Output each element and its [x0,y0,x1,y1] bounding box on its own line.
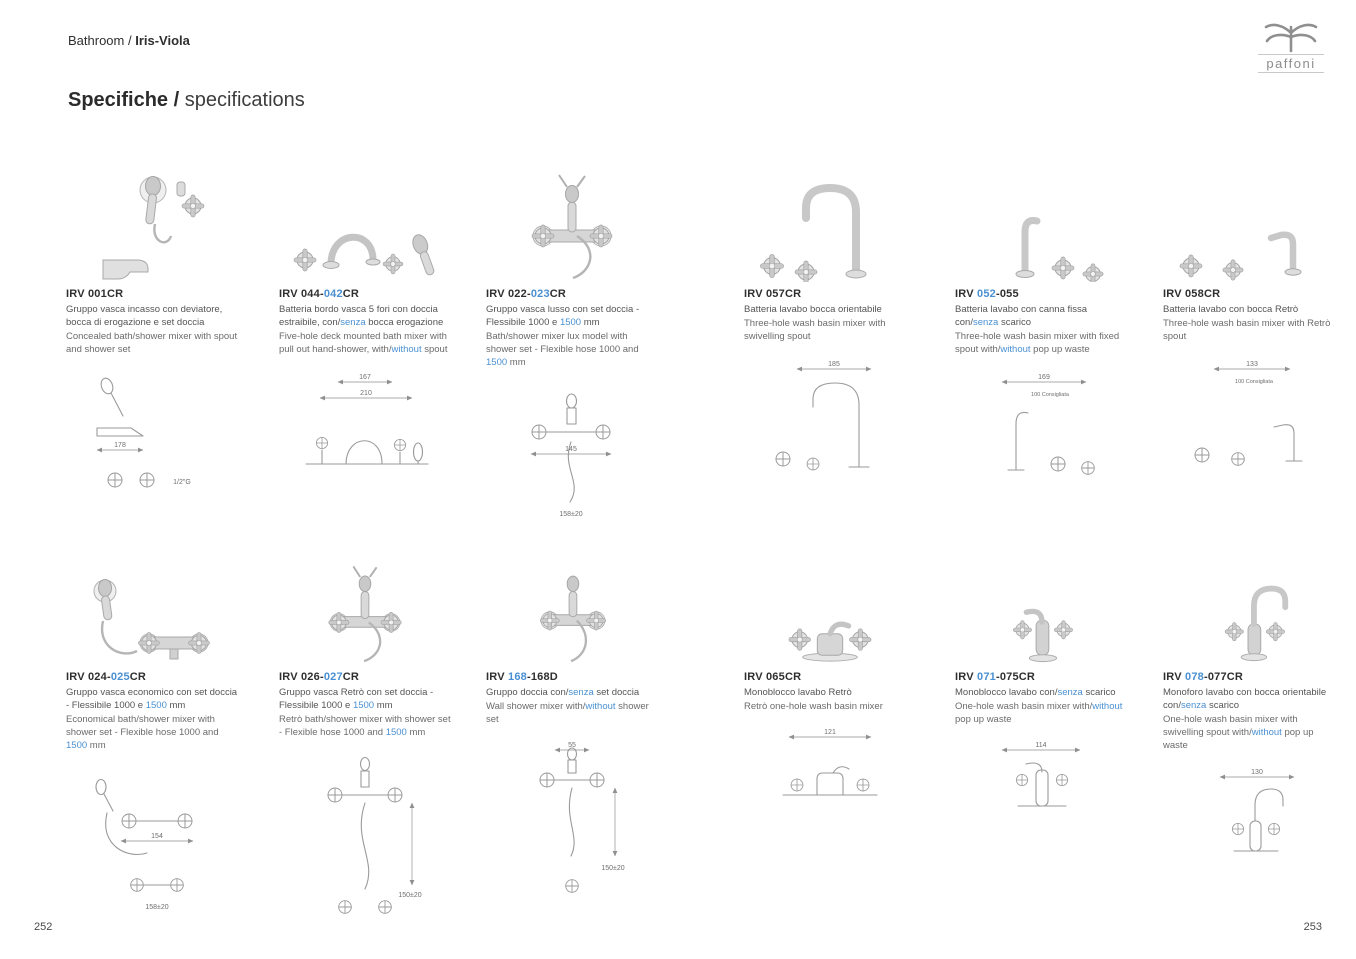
paffoni-palm-icon [1263,22,1319,54]
technical-drawing [1163,353,1335,493]
product-card-irv-058cr [1163,150,1335,493]
product-desc-it: Gruppo doccia con/senza set doccia [486,687,640,698]
technical-drawing-svg [290,749,440,919]
product-code: IRV 065CR [744,671,802,683]
technical-drawing [279,749,451,919]
dimension-label: 150±20 [601,865,625,873]
product-photo [1163,545,1335,665]
product-card-irv-022-023cr [486,150,658,530]
technical-drawing-svg [755,353,905,503]
dimension-label: 210 [360,390,372,398]
dimension-label: 169 [1038,374,1050,382]
product-card-irv-001cr [66,150,238,516]
faucet-illustration [497,551,647,665]
product-desc-en: Three-hole wash basin mixer with fixed spout with/without pop up waste [955,331,1120,356]
product-photo [955,545,1127,665]
product-code: IRV 001CR [66,288,124,300]
product-desc-it: Gruppo vasca Retrò con set doccia - Flessibile 1000 e 1500 mm [279,687,434,712]
product-desc-en: One-hole wash basin mixer with/without pop up waste [955,701,1123,726]
technical-drawing [955,366,1127,506]
technical-drawing-svg [1174,763,1324,888]
product-card-irv-026-027cr [279,545,451,919]
faucet-illustration [966,581,1116,665]
page-title-bold: Specifiche / [68,89,185,111]
product-code: IRV 024-025CR [66,671,147,683]
product-desc-it: Monoblocco lavabo Retrò [744,687,852,698]
product-photo [279,545,451,665]
product-code: IRV 058CR [1163,288,1221,300]
technical-drawing-svg [966,736,1116,841]
faucet-illustration [497,164,647,282]
technical-drawing [744,353,916,503]
product-code: IRV 044-042CR [279,288,360,300]
dimension-label: 154 [151,832,163,840]
paffoni-wordmark: paffoni [1258,54,1324,73]
dimension-label: 150±20 [398,892,422,900]
product-code: IRV 071-075CR [955,671,1036,683]
page-number-left: 252 [34,921,53,933]
product-desc-it: Batteria bordo vasca 5 fori con doccia estraibile, con/senza bocca erogazione [279,304,444,329]
technical-drawing [279,366,451,506]
dimension-label: 1/2"G [173,479,191,487]
technical-drawing-svg [290,366,440,506]
page-title-light: specifications [184,89,305,111]
dimension-label: 55 [568,742,576,750]
dimension-label: 178 [114,442,126,450]
breadcrumb-section: Bathroom / [68,33,136,48]
product-card-irv-044-042cr [279,150,451,506]
dimension-label: 185 [828,361,840,369]
product-photo [279,150,451,282]
product-photo [1163,150,1335,282]
product-desc-en: Retrò one-hole wash basin mixer [744,701,883,713]
technical-drawing-svg [966,366,1116,506]
breadcrumb [68,33,190,48]
faucet-illustration [746,166,914,282]
faucet-illustration [281,168,449,282]
product-desc-en: Wall shower mixer with/without shower set [486,701,649,726]
product-desc-en: One-hole wash basin mixer with swivelling spout with/without pop up waste [1163,714,1314,752]
product-desc-en: Economical bath/shower mixer with shower set - Flexible hose 1000 and 1500 mm [66,714,219,752]
technical-drawing [955,736,1127,841]
technical-drawing-svg [497,736,647,906]
technical-drawing [1163,763,1335,888]
faucet-illustration [961,176,1121,282]
product-desc-it: Gruppo vasca lusso con set doccia - Flessibile 1000 e 1500 mm [486,304,640,329]
product-card-irv-071-075cr [955,545,1127,841]
product-code: IRV 022-023CR [486,288,567,300]
dimension-label: 158±20 [559,510,583,518]
dimension-label: 158±20 [145,903,169,911]
product-desc-it: Gruppo vasca economico con set doccia - Flessibile 1000 e 1500 mm [66,687,238,712]
product-card-irv-168-168d [486,545,658,906]
page-title [68,89,305,112]
product-desc-en: Five-hole deck mounted bath mixer with pull out hand-shower, with/without spout [279,331,448,356]
paffoni-logo [1258,22,1324,73]
product-desc-en: Bath/shower mixer lux model with shower set - Flexible hose 1000 and 1500 mm [486,331,639,369]
product-photo [744,150,916,282]
dimension-label: 130 [1251,768,1263,776]
product-code: IRV 168-168D [486,671,558,683]
faucet-illustration [77,160,227,282]
dimension-label: 114 [1035,742,1047,750]
product-desc-it: Monoblocco lavabo con/senza scarico [955,687,1116,698]
technical-drawing-svg [1174,353,1324,493]
faucet-illustration [77,565,227,665]
faucet-illustration [290,547,440,665]
product-code: IRV 057CR [744,288,802,300]
dimension-label: 121 [824,729,836,737]
product-photo [744,545,916,665]
breadcrumb-collection: Iris-Viola [135,33,190,48]
technical-drawing [486,380,658,530]
product-desc-it: Batteria lavabo con canna fissa con/senza scarico [955,304,1088,329]
technical-drawing-svg [77,366,227,516]
product-desc-en: Three-hole wash basin mixer with Retrò spout [1163,318,1331,343]
product-card-irv-052-055 [955,150,1127,506]
faucet-illustration [755,579,905,665]
product-desc-en: Retrò bath/shower mixer with shower set - Flexible hose 1000 and 1500 mm [279,714,451,739]
product-photo [66,545,238,665]
dimension-label: 167 [359,374,371,382]
dimension-label: 145 [565,445,577,453]
product-code: IRV 052-055 [955,288,1019,300]
product-code: IRV 026-027CR [279,671,360,683]
product-photo [486,545,658,665]
product-desc-it: Gruppo vasca incasso con deviatore, bocca di erogazione e set doccia [66,304,223,329]
product-photo [955,150,1127,282]
product-desc-en: Three-hole wash basin mixer with swivelling spout [744,318,886,343]
product-card-irv-057cr [744,150,916,503]
technical-drawing [486,736,658,906]
technical-drawing-svg [77,763,227,923]
product-photo [486,150,658,282]
product-desc-it: Batteria lavabo con bocca Retrò [1163,304,1299,315]
product-card-irv-024-025cr [66,545,238,923]
dimension-label: 100 Consigliata [1235,379,1273,386]
product-card-irv-065cr [744,545,916,828]
technical-drawing [66,366,238,516]
technical-drawing-svg [497,380,647,530]
product-card-irv-078-077cr [1163,545,1335,888]
technical-drawing [66,763,238,923]
faucet-illustration [1169,172,1329,282]
product-desc-en: Concealed bath/shower mixer with spout and shower set [66,331,238,356]
product-code: IRV 078-077CR [1163,671,1244,683]
technical-drawing [744,723,916,828]
product-desc-it: Monoforo lavabo con bocca orientabile con/senza scarico [1163,687,1327,712]
technical-drawing-svg [755,723,905,828]
faucet-illustration [1174,567,1324,665]
dimension-label: 100 Consigliata [1031,392,1069,399]
product-photo [66,150,238,282]
product-desc-it: Batteria lavabo bocca orientabile [744,304,882,315]
page-number-right: 253 [1303,921,1322,933]
dimension-label: 133 [1246,361,1258,369]
